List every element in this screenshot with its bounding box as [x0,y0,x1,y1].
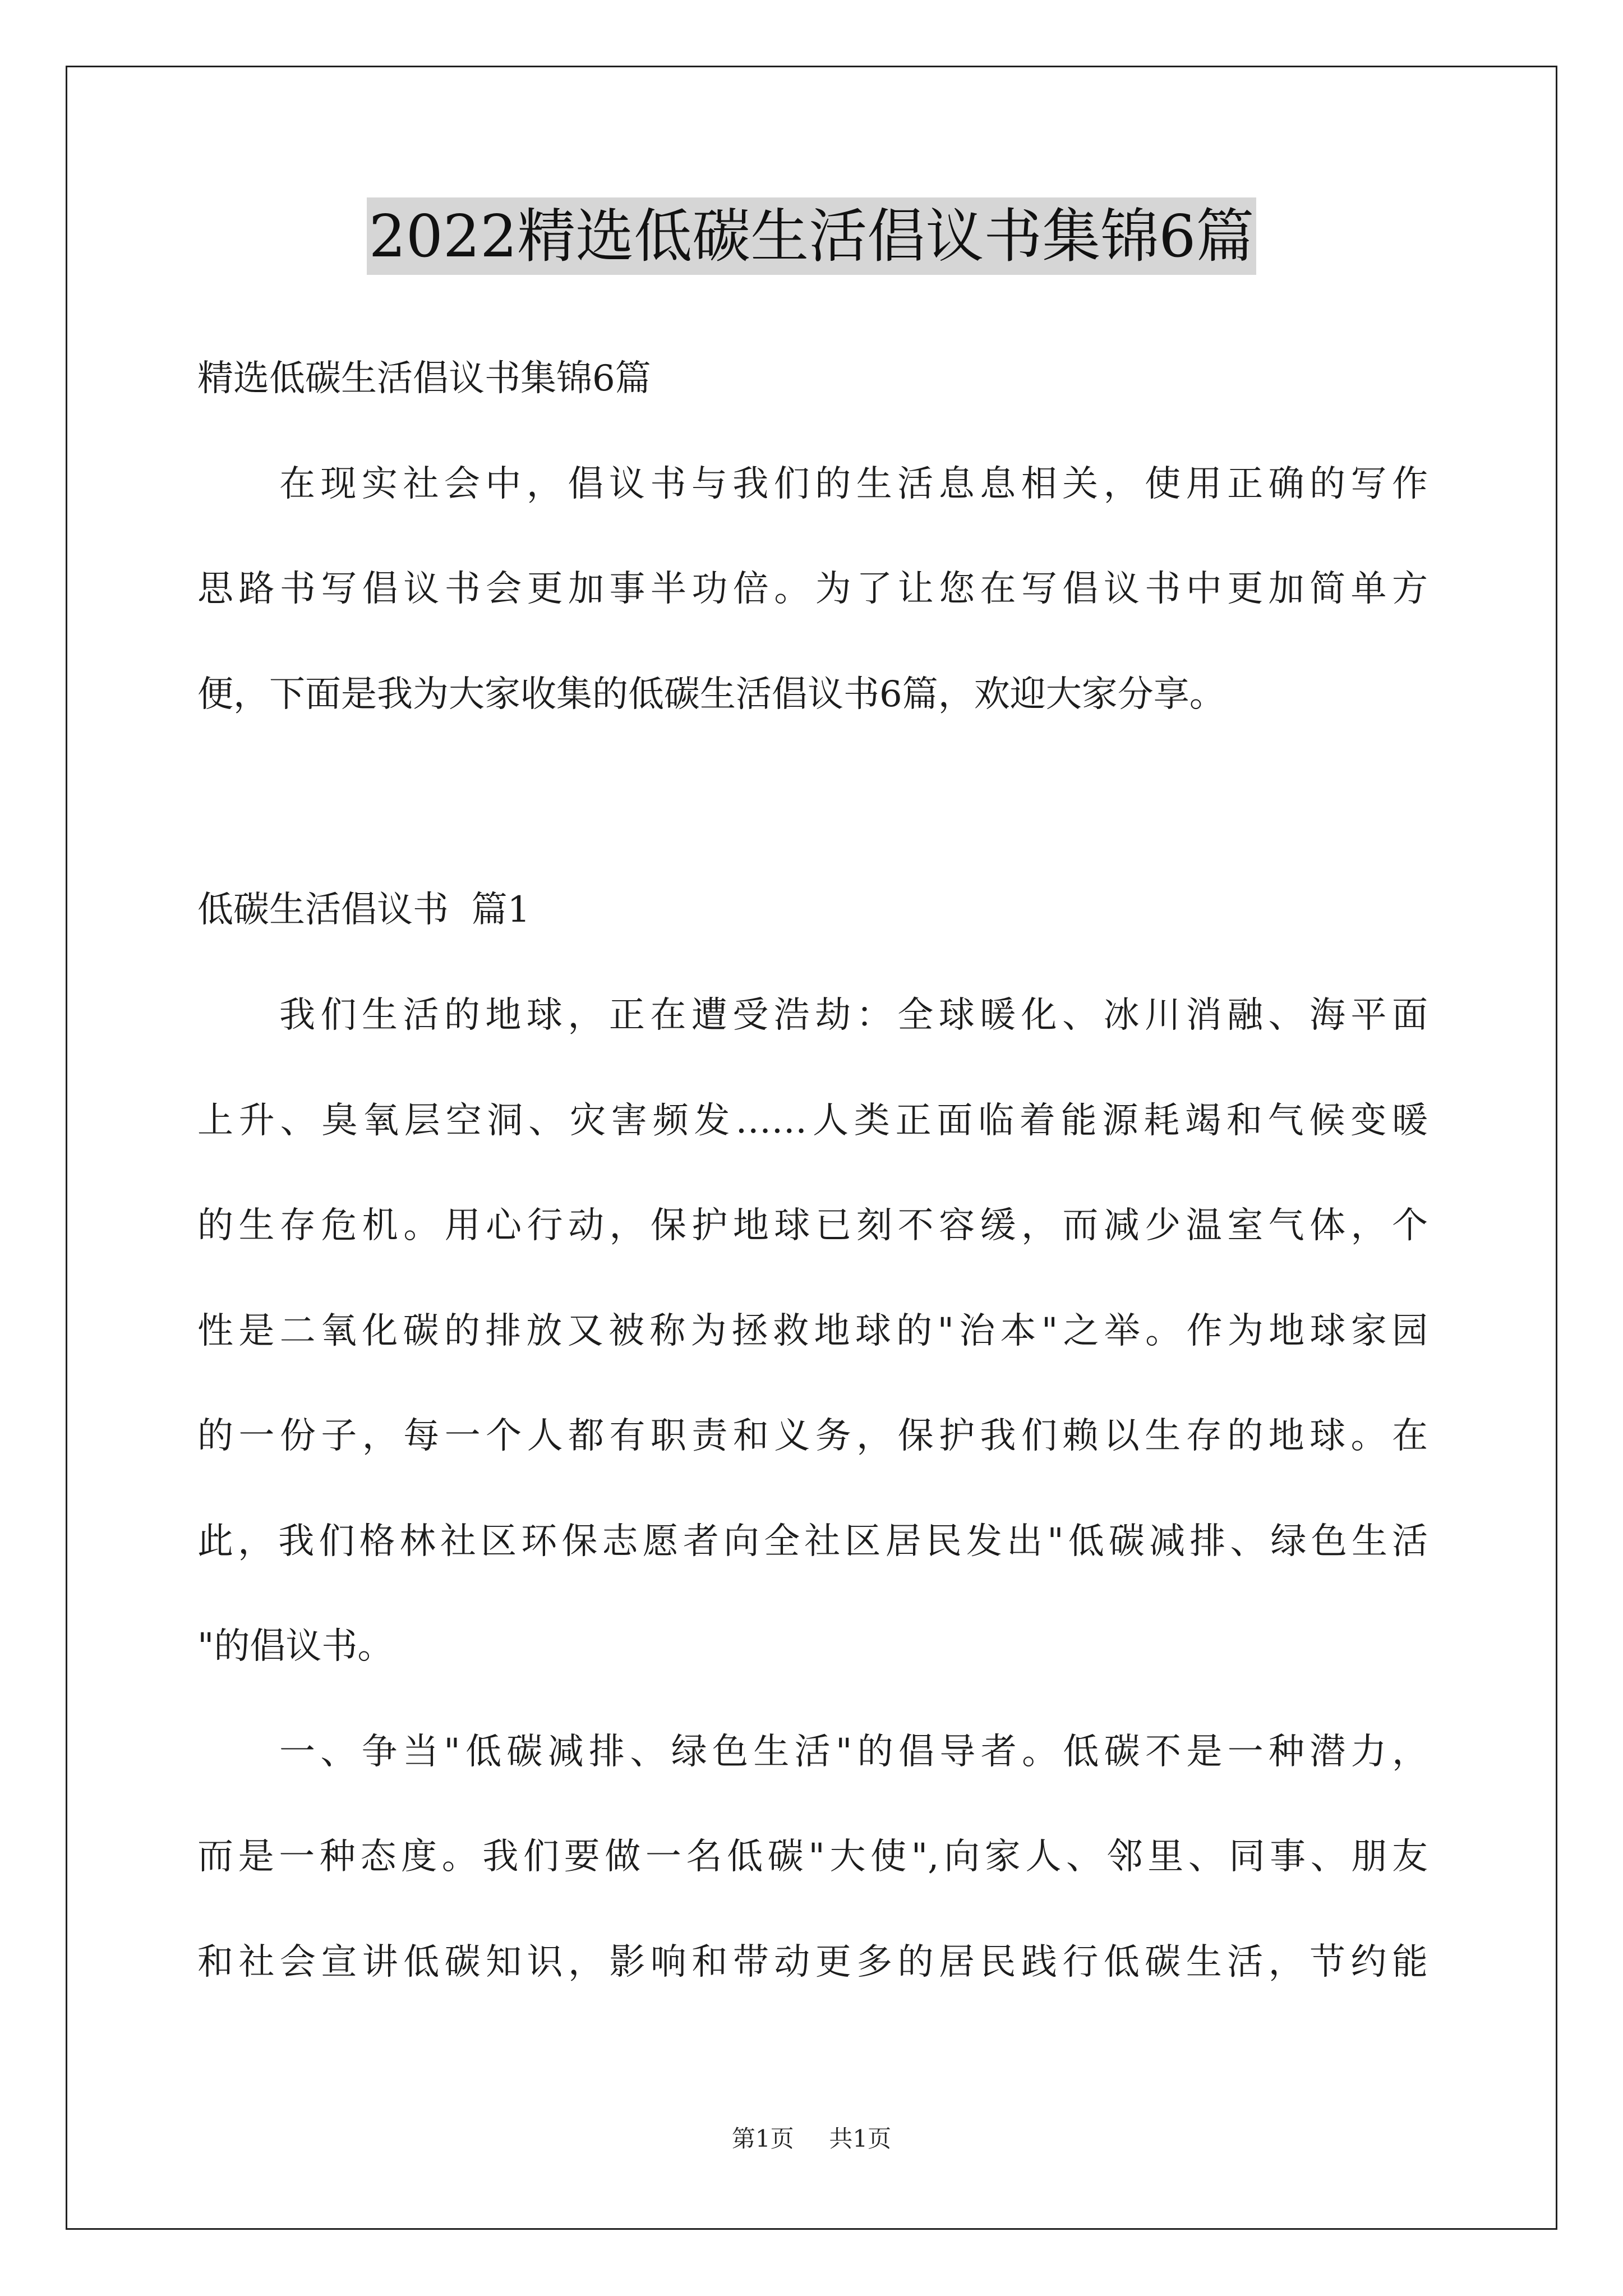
intro-line-1: 在现实社会中，倡议书与我们的生活息息相关，使用正确的写作 [279,463,1428,505]
body-line-10: 和社会宣讲低碳知识，影响和带动更多的居民践行低碳生活，节约能 [197,1941,1428,1983]
body-line-3: 的生存危机。用心行动，保护地球已刻不容缓，而减少温室气体，个 [197,1205,1428,1246]
body-line-8: 一、争当"低碳减排、绿色生活"的倡导者。低碳不是一种潜力， [279,1731,1428,1773]
body-line-4: 性是二氧化碳的排放又被称为拯救地球的"治本"之举。作为地球家园 [197,1310,1428,1352]
document-title: 2022精选低碳生活倡议书集锦6篇 [367,197,1257,275]
body-line-7: "的倡议书。 [197,1626,394,1667]
body-line-9: 而是一种态度。我们要做一名低碳"大使",向家人、邻里、同事、朋友 [197,1836,1428,1878]
intro-line-2: 思路书写倡议书会更加事半功倍。为了让您在写倡议书中更加简单方 [197,568,1428,610]
section-heading: 低碳生活倡议书 篇1 [197,889,531,931]
title-container [0,197,1623,275]
intro-line-3: 便，下面是我为大家收集的低碳生活倡议书6篇，欢迎大家分享。 [197,674,1225,715]
body-line-1: 我们生活的地球，正在遭受浩劫：全球暖化、冰川消融、海平面 [279,995,1428,1036]
body-line-6: 此，我们格林社区环保志愿者向全社区居民发出"低碳减排、绿色生活 [197,1521,1428,1562]
document-subtitle: 精选低碳生活倡议书集锦6篇 [197,358,651,399]
body-line-2: 上升、臭氧层空洞、灾害频发……人类正面临着能源耗竭和气候变暖 [197,1100,1428,1142]
body-line-5: 的一份子，每一个人都有职责和义务，保护我们赖以生存的地球。在 [197,1415,1428,1457]
page-number-footer: 第1页 共1页 [731,2125,892,2152]
